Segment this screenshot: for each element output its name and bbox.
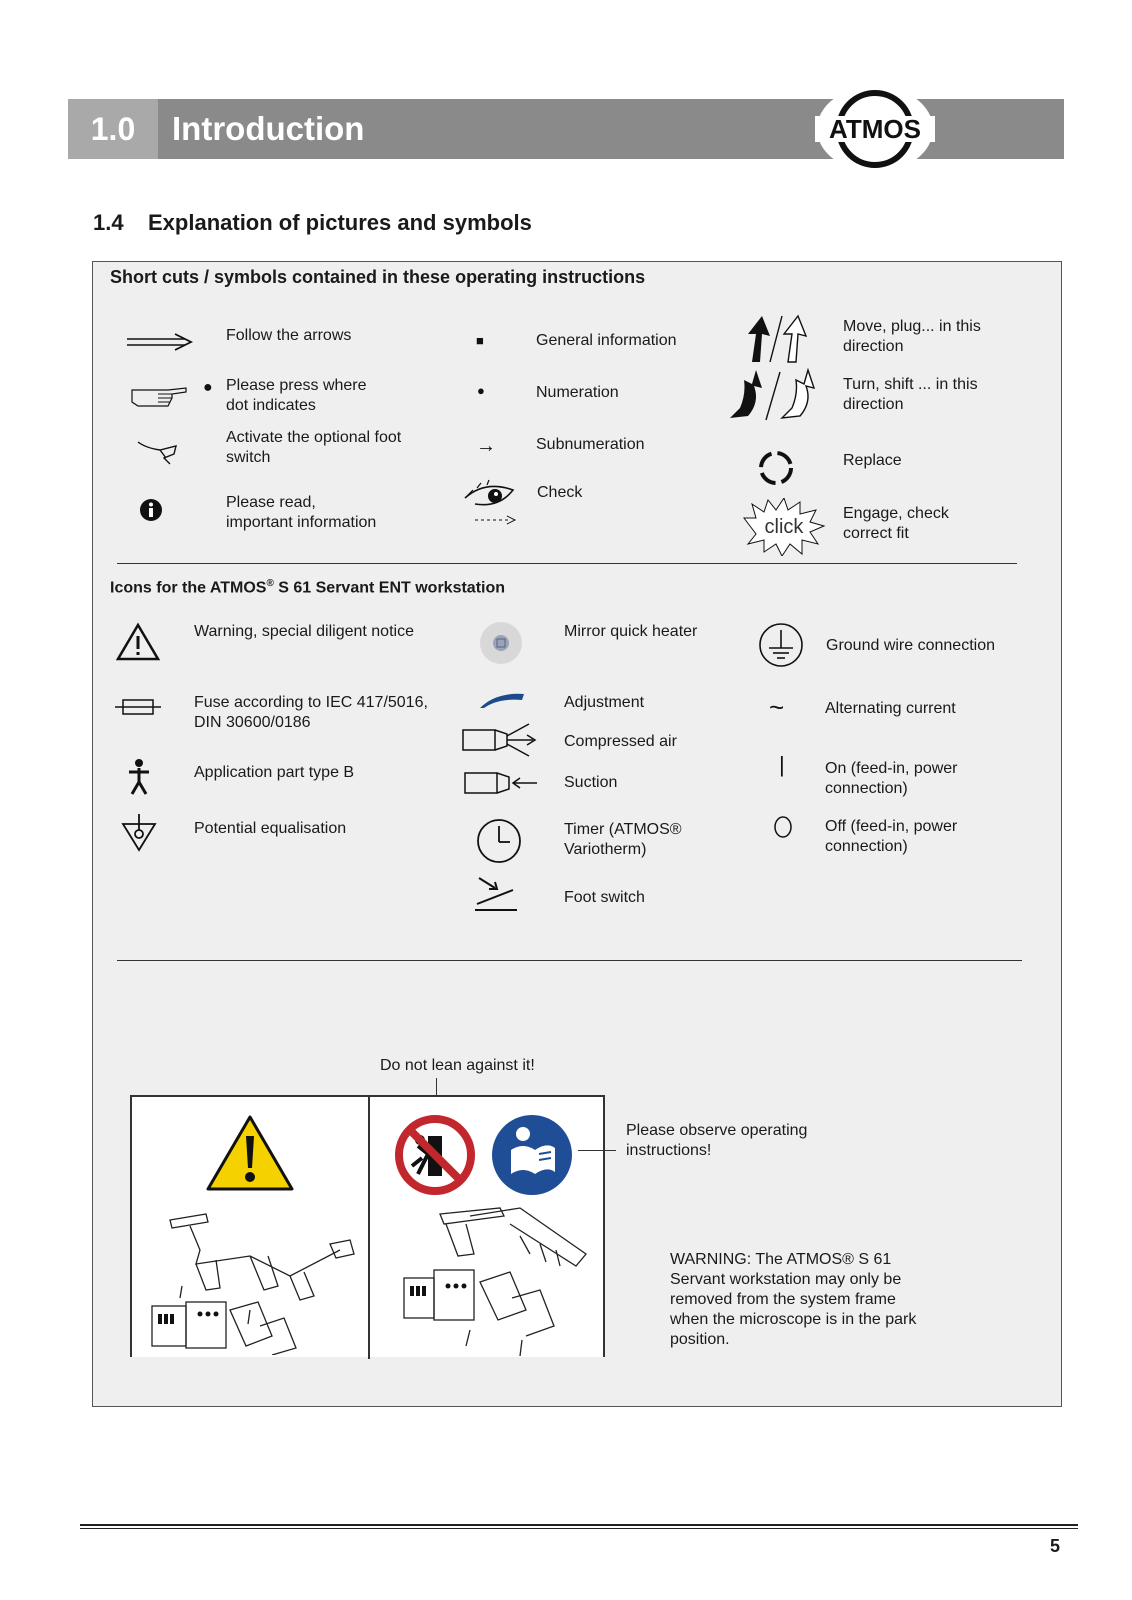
- foot-switch-icon: [473, 874, 519, 914]
- suction-icon: [463, 770, 539, 796]
- up-arrows-icon: [740, 312, 824, 366]
- fuse-icon: [115, 696, 161, 718]
- subsection-title: [93, 210, 532, 236]
- shortcut-please-read: Please read, important information: [226, 494, 377, 531]
- workstation-drawing-right: [400, 1206, 600, 1356]
- square-bullet-icon: ■: [476, 333, 484, 348]
- shortcut-engage-check: Engage, check correct fit: [843, 505, 949, 542]
- divider-2: [117, 960, 1022, 961]
- icon-timer-label: Timer (ATMOS® Variotherm): [564, 821, 682, 858]
- icons-heading: Icons for the ATMOS® S 61 Servant ENT workstation: [110, 578, 506, 597]
- ground-icon: [758, 622, 804, 668]
- click-burst-icon: [742, 498, 826, 556]
- press-dot-icon: ●: [203, 379, 213, 396]
- pointing-hand-icon: [128, 380, 193, 410]
- icon-mirror-heater-label: Mirror quick heater: [564, 623, 698, 640]
- shortcut-press-dot: Please press where dot indicates: [226, 377, 367, 414]
- icon-on-label: On (feed-in, power connection): [825, 760, 958, 797]
- arrow-bullet-icon: →: [476, 435, 496, 457]
- atmos-logo: [815, 85, 935, 173]
- icon-fuse-label: Fuse according to IEC 417/5016, DIN 30600/0186: [194, 694, 428, 731]
- chapter-number: 1.0: [68, 99, 158, 159]
- mirror-heater-icon: [479, 621, 523, 665]
- curved-arrows-icon: [726, 368, 822, 424]
- icon-type-b-label: Application part type B: [194, 764, 355, 781]
- on-icon: |: [779, 752, 785, 777]
- icon-off-label: Off (feed-in, power connection): [825, 818, 958, 855]
- callout-observe-instructions: Please observe operating instructions!: [626, 1122, 808, 1159]
- icon-adjustment-label: Adjustment: [564, 694, 645, 711]
- logo-text: ATMOS: [829, 114, 921, 144]
- shortcut-follow-arrows: Follow the arrows: [226, 327, 352, 344]
- shortcut-replace: Replace: [843, 452, 902, 469]
- page-number: 5: [1050, 1536, 1061, 1556]
- icon-potential-label: Potential equalisation: [194, 820, 347, 837]
- shortcut-general-info: General information: [536, 332, 677, 349]
- shortcut-numeration: Numeration: [536, 384, 619, 401]
- warning-label-divider: [368, 1097, 370, 1359]
- icon-ground-label: Ground wire connection: [826, 637, 995, 654]
- replace-circle-icon: [756, 448, 796, 488]
- chapter-title: Introduction: [172, 110, 365, 147]
- off-icon: [773, 815, 793, 839]
- icon-compressed-air-label: Compressed air: [564, 733, 677, 750]
- shortcut-check: Check: [537, 484, 583, 501]
- shortcut-foot-switch: Activate the optional foot switch: [226, 429, 402, 466]
- foot-icon: [136, 436, 180, 466]
- subsection-number: 1.4: [93, 210, 124, 235]
- divider-1: [117, 563, 1017, 564]
- footer-rule: [80, 1524, 1078, 1526]
- icon-foot-switch-label: Foot switch: [564, 889, 645, 906]
- read-manual-icon: [491, 1114, 573, 1196]
- eye-icon: [463, 478, 525, 528]
- shortcut-move-plug: Move, plug... in this direction: [843, 318, 981, 355]
- timer-icon: [476, 818, 522, 864]
- icon-ac-label: Alternating current: [825, 700, 956, 717]
- warning-text: WARNING: The ATMOS® S 61 Servant workstation may only be removed from the system frame when the microscope is in the park position.: [670, 1251, 917, 1348]
- info-icon: [139, 498, 163, 522]
- icon-warning-label: Warning, special diligent notice: [194, 623, 414, 640]
- warning-triangle-icon: [116, 622, 160, 662]
- icon-suction-label: Suction: [564, 774, 618, 791]
- subsection-label: Explanation of pictures and symbols: [148, 210, 532, 235]
- callout-line-right: [578, 1150, 616, 1151]
- shortcuts-heading: Short cuts / symbols contained in these operating instructions: [110, 267, 646, 287]
- ac-icon: ~: [769, 692, 785, 722]
- person-type-b-icon: [126, 758, 152, 796]
- dot-bullet-icon: ●: [477, 383, 485, 398]
- yellow-warning-icon: [205, 1114, 295, 1192]
- adjustment-icon: [478, 690, 526, 710]
- footer-rule-thin: [80, 1528, 1078, 1529]
- compressed-air-icon: [461, 720, 541, 760]
- callout-do-not-lean: Do not lean against it!: [380, 1057, 535, 1074]
- click-text: click: [764, 516, 804, 538]
- shortcut-subnumeration: Subnumeration: [536, 436, 645, 453]
- no-leaning-icon: [394, 1114, 476, 1196]
- double-arrow-icon: [125, 332, 195, 352]
- workstation-drawing-left: [150, 1210, 360, 1355]
- potential-equalisation-icon: [119, 812, 159, 852]
- shortcut-turn-shift: Turn, shift ... in this direction: [843, 376, 978, 413]
